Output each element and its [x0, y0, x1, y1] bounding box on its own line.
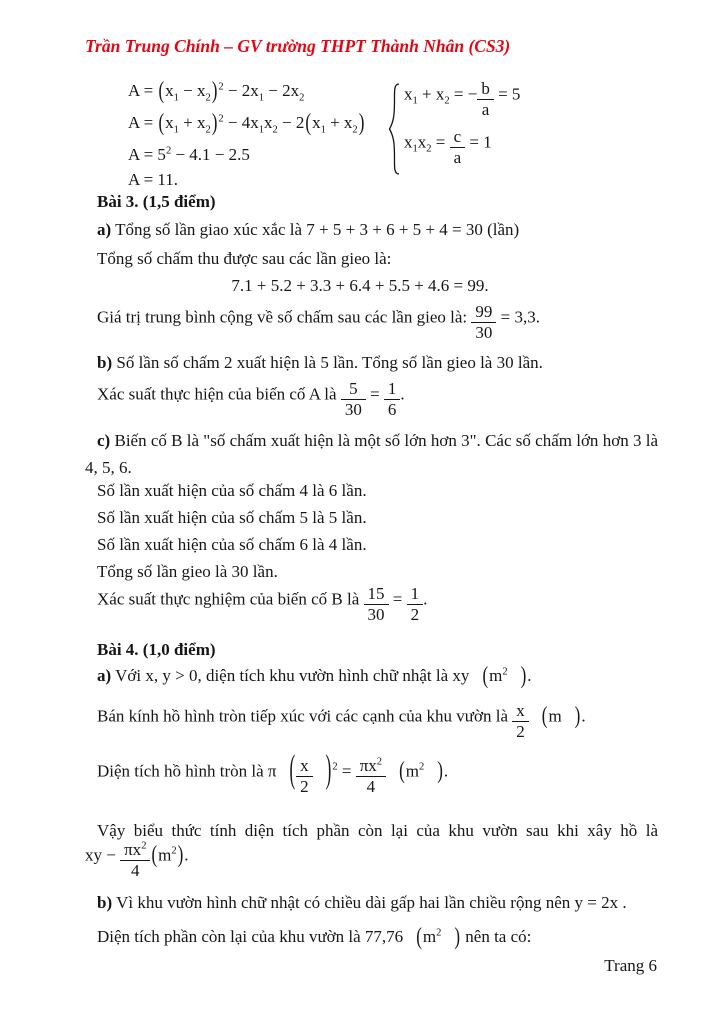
section-title-bai4: Bài 4. (1,0 điểm) [97, 640, 216, 659]
left-brace-icon [387, 83, 401, 175]
equation-line-1: $A = (x_1 - x_2)^2 - 2x_1 - 2x_2$ [128, 76, 305, 104]
equation-line-3: $A = 5^2 - 4.1 - 2.5$ [128, 145, 250, 164]
paragraph-count-4: Số lần xuất hiện của số chấm 4 là 6 lần. [97, 481, 367, 500]
paragraph-total-rolls: Tổng số lần gieo là 30 lần. [97, 562, 278, 581]
paragraph-bai3-sum-equation: 7.1 + 5.2 + 3.3 + 6.4 + 5.5 + 4.6 = 99. [231, 276, 489, 295]
section-title-bai3: Bài 3. (1,5 điểm) [97, 192, 216, 211]
paragraph-bai4-area: Diện tích hồ hình tròn là π ( $\frac{x}{2}$ )$^2$ = $\frac{\pi x^2}{4}$ ($m^2$ ). [97, 747, 449, 796]
paragraph-bai3-c: c) Biến cố B là "số chấm xuất hiện là một số lớn hơn 3". Các số chấm lớn hơn 3 là 4, 5, 6. [85, 431, 658, 477]
paragraph-count-5: Số lần xuất hiện của số chấm 5 là 5 lần. [97, 508, 367, 527]
page-number: Trang 6 [604, 956, 657, 975]
paragraph-bai3-mean: Giá trị trung bình cộng về số chấm sau các lần gieo là: $\frac{99}{30}$ = 3,3. [97, 302, 540, 342]
author-header: Trần Trung Chính – GV trường THPT Thành Nhân (CS3) [85, 36, 511, 56]
paragraph-count-6: Số lần xuất hiện của số chấm 6 là 4 lần. [97, 535, 367, 554]
paragraph-bai3-b: b) Số lần số chấm 2 xuất hiện là 5 lần. Tổng số lần gieo là 30 lần. [97, 353, 543, 372]
paragraph-bai4-expr-intro: Vậy biểu thức tính diện tích phần còn lại của khu vườn sau khi xây hồ là [97, 821, 658, 840]
paragraph-bai3-sum-intro: Tổng số chấm thu được sau các lần gieo là: [97, 249, 392, 268]
paragraph-bai4-b2: Diện tích phần còn lại của khu vườn là 77,76 ($m^2$ ) nên ta có: [97, 922, 532, 950]
system-equation-2: $x_1x_2$ = $\frac{c}{a}$ = 1 [404, 127, 492, 167]
equation-line-2: $A = (x_1 + x_2)^2 - 4x_1x_2 - 2(x_1 + x_2)$ [128, 108, 365, 136]
paragraph-bai3-probB: Xác suất thực nghiệm của biến cố B là $\frac{15}{30}$ = $\frac{1}{2}$ . [97, 584, 428, 624]
paragraph-bai4-radius: Bán kính hồ hình tròn tiếp xúc với các cạnh của khu vườn là $\frac{x}{2}$ (m ). [97, 701, 586, 741]
paragraph-bai4-b: b) Vì khu vườn hình chữ nhật có chiều dài gấp hai lần chiều rộng nên y = 2x . [97, 893, 627, 912]
paragraph-bai3-a: a) Tổng số lần giao xúc xắc là 7 + 5 + 3 + 6 + 5 + 4 = 30 (lần) [97, 220, 520, 239]
paragraph-bai3-probA: Xác suất thực hiện của biến cố A là $\frac{5}{30}$ = $\frac{1}{6}$ . [97, 379, 405, 419]
paragraph-bai4-expression: xy − $\frac{\pi x^2}{4}$ $(m^2)$. [85, 840, 189, 880]
system-equation-1: $x_1 + x_2$ = − $\frac{b}{a}$ = 5 [404, 79, 521, 119]
paragraph-bai4-a: a) Với x, y > 0, diện tích khu vườn hình chữ nhật là xy ($m^2$ ). [97, 661, 532, 689]
equation-line-4: A = 11. [128, 170, 179, 189]
